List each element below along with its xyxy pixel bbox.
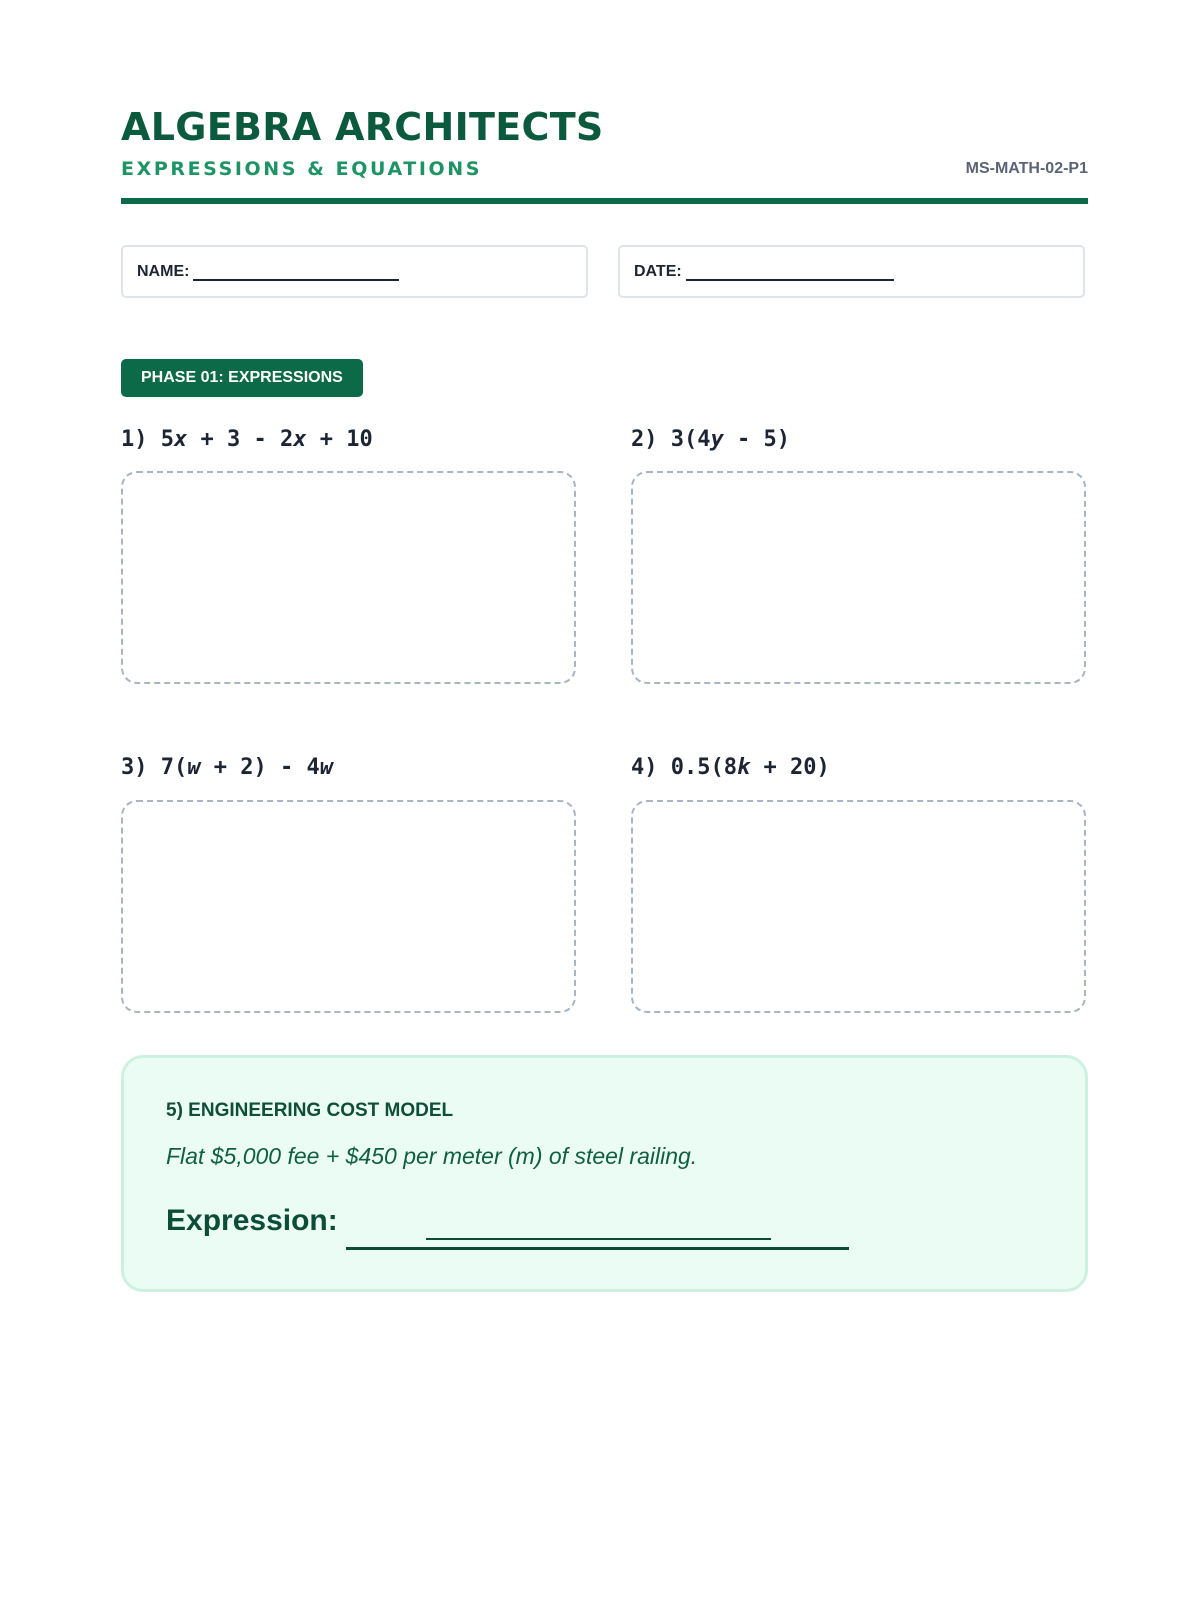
name-line <box>193 263 399 281</box>
expression-answer-line[interactable] <box>346 1247 849 1250</box>
question-3-expression: 7(w + 2) - 4w <box>160 755 333 780</box>
answer-box-1[interactable] <box>121 471 576 684</box>
question-1-number: 1) <box>121 427 148 452</box>
question-4-number: 4) <box>631 755 658 780</box>
answer-box-3[interactable] <box>121 800 576 1013</box>
expression-answer-line-inner[interactable] <box>426 1238 771 1240</box>
question-2-number: 2) <box>631 427 658 452</box>
question-2 <box>631 427 790 452</box>
question-3-number: 3) <box>121 755 148 780</box>
expression-label: Expression: <box>166 1204 338 1237</box>
question-2-expression: 3(4y - 5) <box>670 427 790 452</box>
date-label: DATE: <box>634 262 682 280</box>
header-divider <box>121 198 1088 204</box>
date-field[interactable] <box>618 245 1085 298</box>
cost-model-title: 5) ENGINEERING COST MODEL <box>166 1100 454 1121</box>
date-line <box>686 263 894 281</box>
cost-model-panel <box>121 1055 1088 1292</box>
question-4-expression: 0.5(8k + 20) <box>670 755 830 780</box>
question-1-expression: 5x + 3 - 2x + 10 <box>160 427 373 452</box>
question-4 <box>631 755 830 780</box>
worksheet-code: MS-MATH-02-P1 <box>965 160 1088 177</box>
worksheet-subtitle: EXPRESSIONS & EQUATIONS <box>121 158 483 180</box>
cost-model-description: Flat $5,000 fee + $450 per meter (m) of steel railing. <box>166 1143 698 1169</box>
name-field[interactable] <box>121 245 588 298</box>
question-3 <box>121 755 333 780</box>
answer-box-4[interactable] <box>631 800 1086 1013</box>
phase-badge: PHASE 01: EXPRESSIONS <box>121 359 363 397</box>
worksheet-title: ALGEBRA ARCHITECTS <box>121 105 604 149</box>
name-label: NAME: <box>137 262 190 280</box>
answer-box-2[interactable] <box>631 471 1086 684</box>
question-1 <box>121 427 373 452</box>
